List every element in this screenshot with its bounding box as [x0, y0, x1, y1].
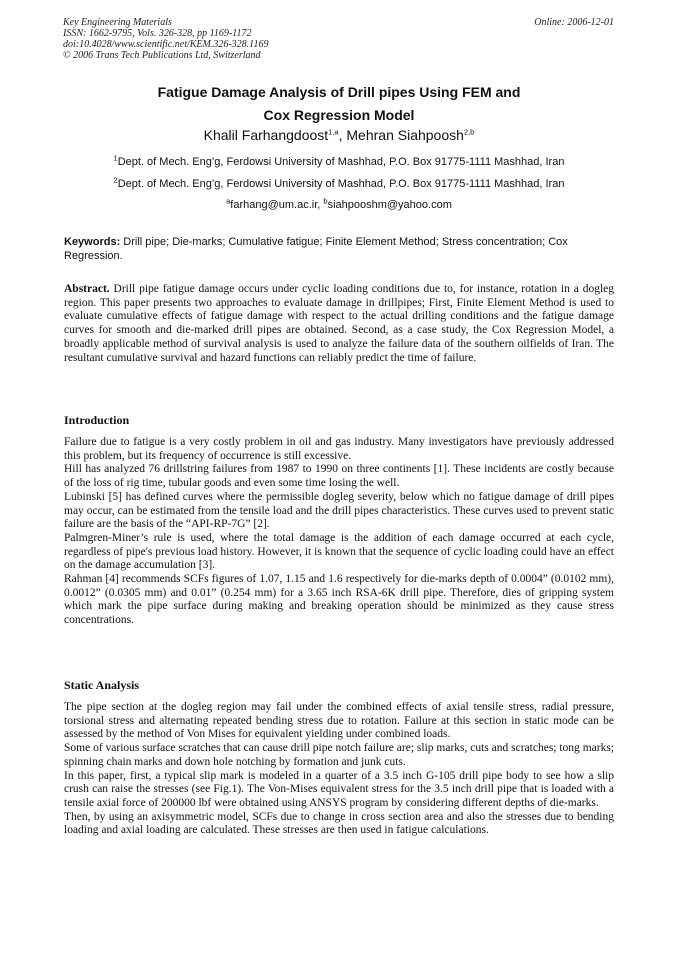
email-a-marker: a [226, 196, 231, 206]
static-paragraph: In this paper, first, a typical slip mark is modeled in a quarter of a 3.5 inch G-105 drill pipe body to see how a slip crush can raise the stresses (see Fig.1). The Von-Mises equivalent stress for the 3.5 inch drill pipe that is loaded with a tensile axial force of 200000 lbf were obtained using ANSYS program by considering different depths of die-marks. [64, 769, 614, 809]
affiliation-1-marker: 1 [113, 153, 118, 163]
paper-title-line-1: Fatigue Damage Analysis of Drill pipes Using FEM and [157, 84, 521, 100]
author-2: Mehran Siahpoosh [346, 127, 464, 143]
intro-paragraph: Palmgren-Miner’s rule is used, where the total damage is the addition of each damage occurred at each cycle, regardless of pipe's previous load history. However, it is known that the sequence of cyclic loading could have an effect on the damage accumulation [3]. [64, 531, 614, 572]
abstract-label: Abstract. [64, 283, 110, 295]
introduction-body [64, 436, 614, 628]
intro-paragraph: Lubinski [5] has defined curves where the permissible dogleg severity, below which no fatigue damage of drill pipes may occur, can be estimated from the tensile load and the drill pipes characteristics. These curves used to prevent static failure are the basis of the “API-RP-7G” [2]. [64, 490, 614, 531]
issn-line: ISSN: 1662-9795, Vols. 326-328, pp 1169-1172 [63, 28, 252, 39]
copyright-line: © 2006 Trans Tech Publications Ltd, Switzerland [63, 50, 261, 61]
author-2-affil: 2,b [463, 127, 475, 137]
affiliation-1-text: Dept. of Mech. Eng’g, Ferdowsi University of Mashhad, P.O. Box 91775-1111 Mashhad, Iran [117, 156, 565, 168]
doi-line: doi:10.4028/www.scientific.net/KEM.326-328.1169 [63, 39, 269, 50]
author-1-affil: 1,a [328, 127, 339, 137]
intro-paragraph: Failure due to fatigue is a very costly problem in oil and gas industry. Many investigators have previously addressed this problem, but its frequency of occurrence is still excessive. [64, 436, 614, 462]
affiliation-1 [40, 153, 638, 168]
journal-header [63, 17, 268, 61]
author-1: Khalil Farhangdoost [203, 127, 329, 143]
author-list [40, 127, 638, 143]
static-paragraph: The pipe section at the dogleg region may fail under the combined effects of axial tensile stress, radial pressure, torsional stress and alternating repeated bending stress due to rotation. Failure at this section in static mode can be assessed by the method of Von Mises for equivalent yielding under combined loads. [64, 701, 614, 741]
online-date: Online: 2006-12-01 [534, 17, 614, 28]
email-b: siahpooshm@yahoo.com [327, 199, 452, 211]
email-a: farhang@um.ac.ir, [230, 199, 324, 211]
intro-paragraph: Rahman [4] recommends SCFs figures of 1.07, 1.15 and 1.6 respectively for die-marks depth of 0.0004” (0.0102 mm), 0.0012” (0.0305 mm) and 0.01” (0.254 mm) for a 3.65 inch RSA-6K drill pipe. Therefore, dies of gripping system which mark the pipe surface during making and breaking operation should be minimized as they cause stress concentrations. [64, 573, 614, 627]
introduction-heading: Introduction [64, 413, 130, 427]
affiliation-2 [40, 175, 638, 190]
static-paragraph: Some of various surface scratches that can cause drill pipe notch failure are; slip marks, cuts and scratches; tong marks; spinning chain marks and down hole notching by formation and junk cuts. [64, 742, 614, 768]
keywords [64, 235, 614, 263]
affiliation-2-marker: 2 [113, 175, 118, 185]
static-paragraph: Then, by using an axisymmetric model, SCFs due to change in cross section area and also the stresses due to bending loading and axial loading are calculated. These stresses are then used in fatigue calculations. [64, 810, 614, 837]
abstract [64, 283, 614, 365]
keywords-label: Keywords: [64, 236, 121, 248]
journal-name: Key Engineering Materials [63, 17, 172, 28]
email-b-marker: b [323, 196, 328, 206]
intro-paragraph: Hill has analyzed 76 drillstring failures from 1987 to 1990 on three continents [1]. These incidents are costly because of the loss of rig time, tubular goods and even some time losing the well. [64, 463, 614, 490]
keywords-text: Drill pipe; Die-marks; Cumulative fatigue; Finite Element Method; Stress concentration; Cox Regression. [64, 236, 568, 262]
email-line [40, 196, 638, 211]
abstract-text: Drill pipe fatigue damage occurs under cyclic loading conditions due to, for instance, rotation in a dogleg region. This paper presents two approaches to evaluate damage in drillpipes; First, Finite Element Method is used to evaluate cumulative effects of fatigue damage with respect to the actual drilling conditions and the fatigue damage curves for smooth and die-marked drill pipes are obtained. Second, as a case study, the Cox Regression Model, a broadly applicable method of survival analysis is used to analyze the failure data of the southern oilfields of Iran. The resultant cumulative survival and hazard functions can reliably predict the time of failure. [64, 283, 614, 364]
author-separator: , [338, 127, 347, 143]
static-analysis-body [64, 701, 614, 838]
static-analysis-heading: Static Analysis [64, 678, 140, 692]
affiliation-2-text: Dept. of Mech. Eng’g, Ferdowsi University of Mashhad, P.O. Box 91775-1111 Mashhad, Iran [117, 178, 565, 190]
paper-title-line-2: Cox Regression Model [263, 107, 415, 123]
